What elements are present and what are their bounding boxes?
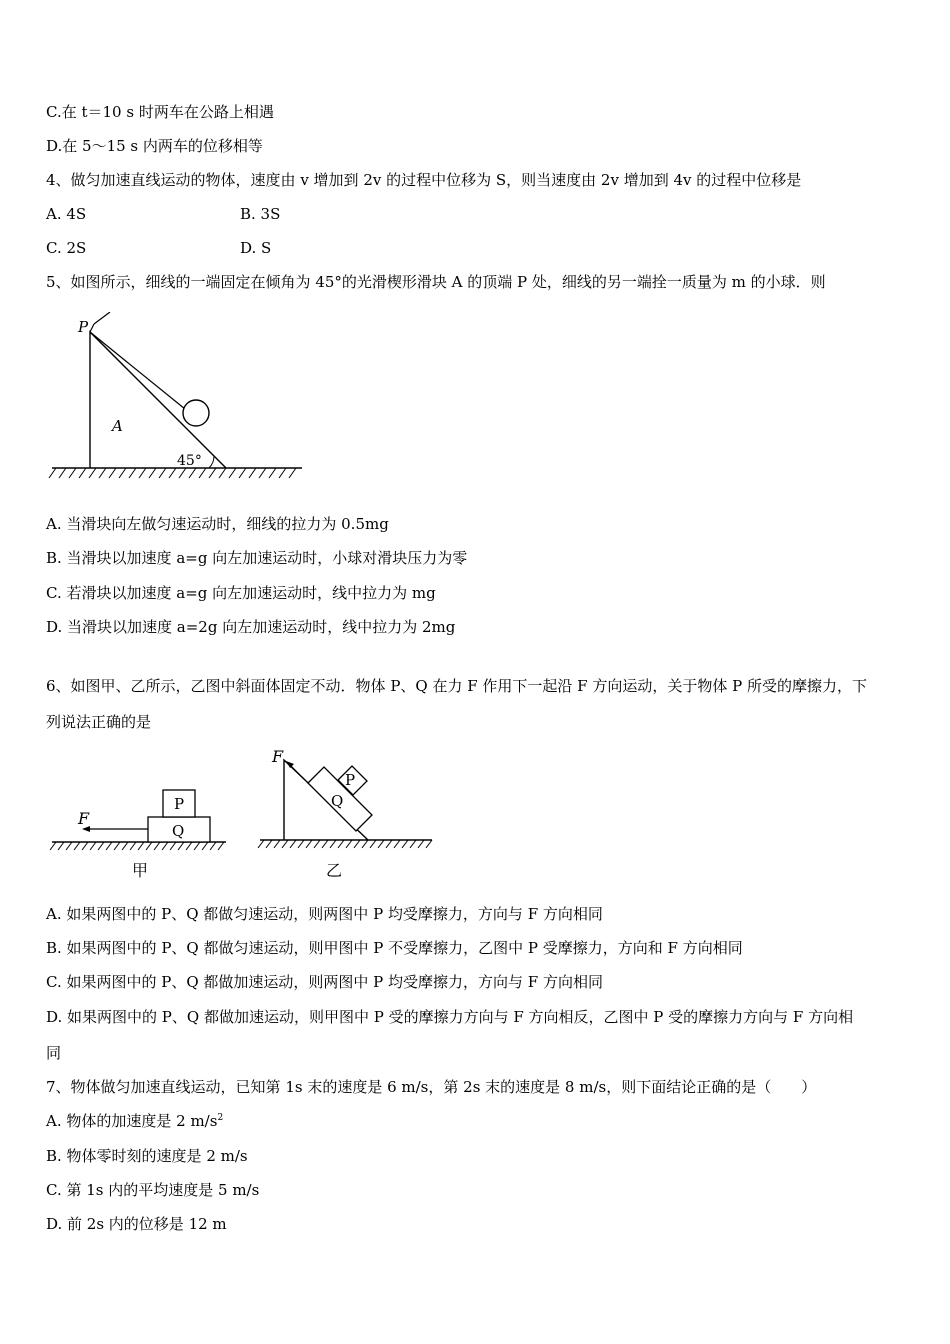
- q6-yi-label-f: F: [272, 747, 284, 766]
- q6-jia-label-f: F: [78, 809, 90, 828]
- q7-option-b: B. 物体零时刻的速度是 2 m/s: [46, 1147, 248, 1165]
- q5-stem: 5、如图所示，细线的一端固定在倾角为 45°的光滑楔形滑块 A 的顶端 P 处，细线的另一端拴一质量为 m 的小球．则: [46, 273, 826, 291]
- q6-stem-line2: 列说法正确的是: [46, 713, 152, 731]
- q6-yi-label-q: Q: [331, 792, 344, 810]
- q6-jia-label-p: P: [174, 795, 185, 813]
- q6-option-d-line1: D. 如果两图中的 P、Q 都做加速运动，则甲图中 P 受的摩擦力方向与 F 方向相反，乙图中 P 受的摩擦力方向与 F 方向相: [46, 1008, 854, 1026]
- q4-option-a: A. 4S: [46, 205, 87, 223]
- q4-option-d: D. S: [240, 239, 272, 257]
- q6-yi-label-p: P: [345, 771, 356, 789]
- q7-option-a-text: A. 物体的加速度是 2 m/s: [46, 1112, 218, 1130]
- q4-option-b: B. 3S: [240, 205, 281, 223]
- q6-jia-label-q: Q: [172, 822, 185, 840]
- q5-label-angle: 45°: [177, 453, 202, 469]
- q5-option-c: C. 若滑块以加速度 a=g 向左加速运动时，线中拉力为 mg: [46, 584, 436, 602]
- q6-option-b: B. 如果两图中的 P、Q 都做匀速运动，则甲图中 P 不受摩擦力，乙图中 P 受摩擦力，方向和 F 方向相同: [46, 939, 743, 957]
- q6-jia-caption: 甲: [132, 861, 149, 880]
- q6-figure-yi: [256, 744, 436, 884]
- q6-stem-line1: 6、如图甲、乙所示，乙图中斜面体固定不动．物体 P、Q 在力 F 作用下一起沿 F 方向运动，关于物体 P 所受的摩擦力，下: [46, 677, 867, 695]
- q6-yi-caption: 乙: [326, 861, 343, 880]
- q6-option-d-line2: 同: [46, 1044, 62, 1062]
- q7-option-c: C. 第 1s 内的平均速度是 5 m/s: [46, 1181, 260, 1199]
- q7-option-d: D. 前 2s 内的位移是 12 m: [46, 1215, 227, 1233]
- q5-label-p: P: [78, 318, 89, 336]
- q4-stem: 4、做匀加速直线运动的物体，速度由 v 增加到 2v 的过程中位移为 S，则当速度由 2v 增加到 4v 的过程中位移是: [46, 171, 802, 189]
- q7-option-a-superscript: 2: [217, 1113, 224, 1123]
- q6-figure-jia: [46, 744, 232, 884]
- q5-option-d: D. 当滑块以加速度 a=2g 向左加速运动时，线中拉力为 2mg: [46, 618, 456, 636]
- q5-option-a: A. 当滑块向左做匀速运动时，细线的拉力为 0.5mg: [46, 515, 389, 533]
- q3-option-d: D.在 5～15 s 内两车的位移相等: [46, 137, 263, 155]
- q6-option-c: C. 如果两图中的 P、Q 都做加速运动，则两图中 P 均受摩擦力，方向与 F 方向相同: [46, 973, 603, 991]
- q5-label-a: A: [112, 417, 123, 435]
- q6-option-a: A. 如果两图中的 P、Q 都做匀速运动，则两图中 P 均受摩擦力，方向与 F 方向相同: [46, 905, 603, 923]
- q3-option-c: C.在 t＝10 s 时两车在公路上相遇: [46, 103, 274, 121]
- q4-option-c: C. 2S: [46, 239, 87, 257]
- q5-option-b: B. 当滑块以加速度 a=g 向左加速运动时，小球对滑块压力为零: [46, 549, 468, 567]
- q5-wedge-figure: [46, 312, 308, 492]
- q7-option-a: [46, 1111, 223, 1131]
- q7-stem: 7、物体做匀加速直线运动，已知第 1s 末的速度是 6 m/s，第 2s 末的速度是 8 m/s，则下面结论正确的是（ ）: [46, 1078, 817, 1096]
